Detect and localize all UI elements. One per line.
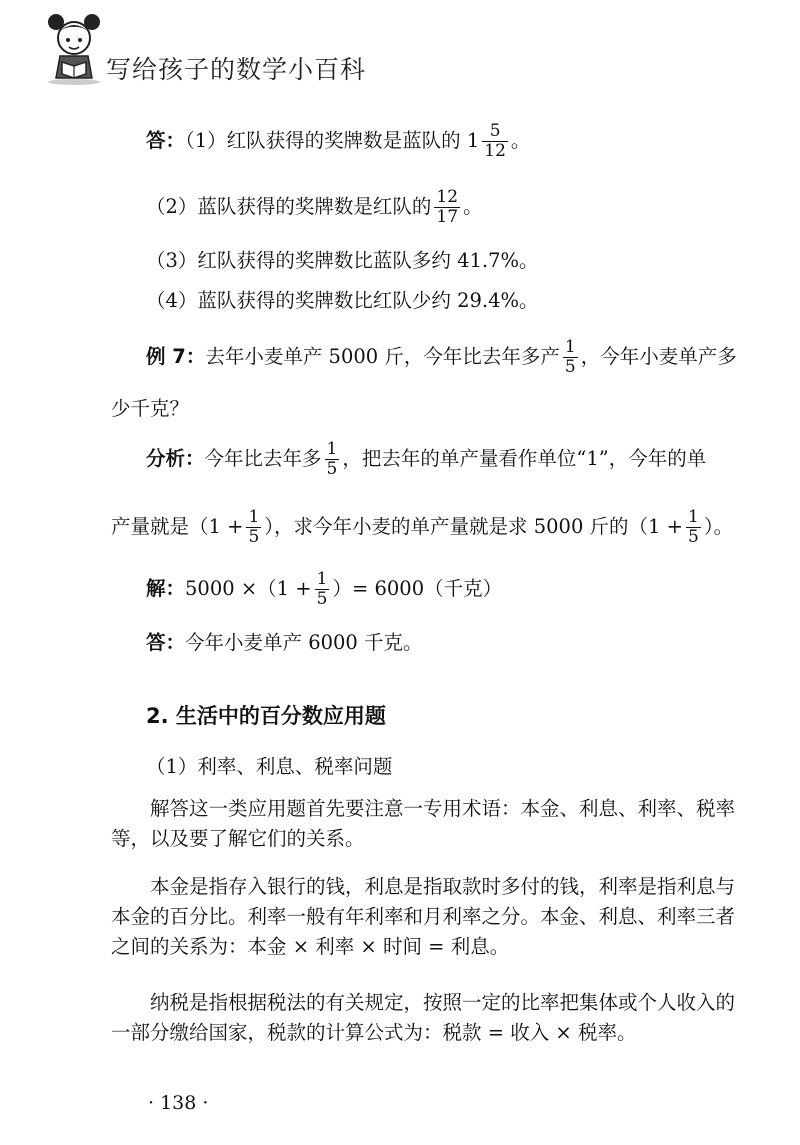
answer-line-3: （3）红队获得的奖牌数比蓝队多约 41.7%。 — [146, 249, 539, 272]
header-title: 写给孩子的数学小百科 — [106, 55, 367, 84]
analysis-label: 分析： — [146, 447, 205, 470]
fraction: $\frac{1}{5}$ — [688, 507, 699, 547]
answer-line-1: 答：（1）红队获得的奖牌数是蓝队的 1 $\frac{5}{12}$ 。 — [146, 121, 531, 161]
fraction: $\frac{1}{5}$ — [248, 507, 260, 547]
paragraph-2: 本金是指存入银行的钱，利息是指取款时多付的钱，利率是指利息与本金的百分比。利率一般有年利率和月利率之分。本金、利息、利率三者之间的关系为：本金 × 利率 × 时间 = 利息。 — [111, 875, 736, 958]
analysis-line-2: 产量就是（1 + $\frac{1}{5}$ ），求今年小麦的单产量就是求 5000 斤的（1 + $\frac{1}{5}$ ）。 — [111, 507, 734, 547]
paragraph-1: 解答这一类应用题首先要注意一专用术语：本金、利息、利率、税率等，以及要了解它们的关系。 — [111, 797, 736, 850]
fraction: $\frac{1}{5}$ — [564, 337, 576, 377]
paragraph-3: 纳税是指根据税法的有关规定，按照一定的比率把集体或个人收入的一部分缴给国家，税款的计算公式为：税款 = 收入 × 税率。 — [111, 991, 736, 1044]
girl-reading-illustration — [42, 8, 106, 86]
section-subheading: （1）利率、利息、税率问题 — [146, 755, 393, 778]
solution-label: 解： — [146, 577, 186, 600]
example-label: 例 7： — [146, 345, 206, 368]
answer-label: 答： — [146, 129, 186, 152]
answer-line-2: （2）蓝队获得的奖牌数是红队的 $\frac{12}{17}$ 。 — [146, 187, 483, 227]
example-7-line-1: 例 7：去年小麦单产 5000 斤，今年比去年多产 $\frac{1}{5}$ ，今年小麦单产多 — [146, 337, 737, 377]
answer-label: 答： — [146, 631, 186, 654]
fraction: $\frac{1}{5}$ — [316, 569, 328, 609]
fraction: $\frac{5}{12}$ — [484, 121, 506, 161]
fraction: $\frac{1}{5}$ — [326, 439, 338, 479]
example-7-line-2: 少千克？ — [111, 397, 190, 420]
analysis-line-1: 分析：今年比去年多 $\frac{1}{5}$ ，把去年的单产量看作单位“1”，今年的单 — [146, 439, 707, 479]
answer-line-4: （4）蓝队获得的奖牌数比红队少约 29.4%。 — [146, 289, 539, 312]
section-heading: 2. 生活中的百分数应用题 — [146, 704, 386, 728]
fraction: $\frac{12}{17}$ — [436, 187, 459, 227]
page-number: · 138 · — [148, 1092, 209, 1114]
answer-2-line: 答：今年小麦单产 6000 千克。 — [146, 631, 423, 654]
solution-line: 解：5000 ×（1 + $\frac{1}{5}$ ）= 6000（千克） — [146, 569, 503, 609]
